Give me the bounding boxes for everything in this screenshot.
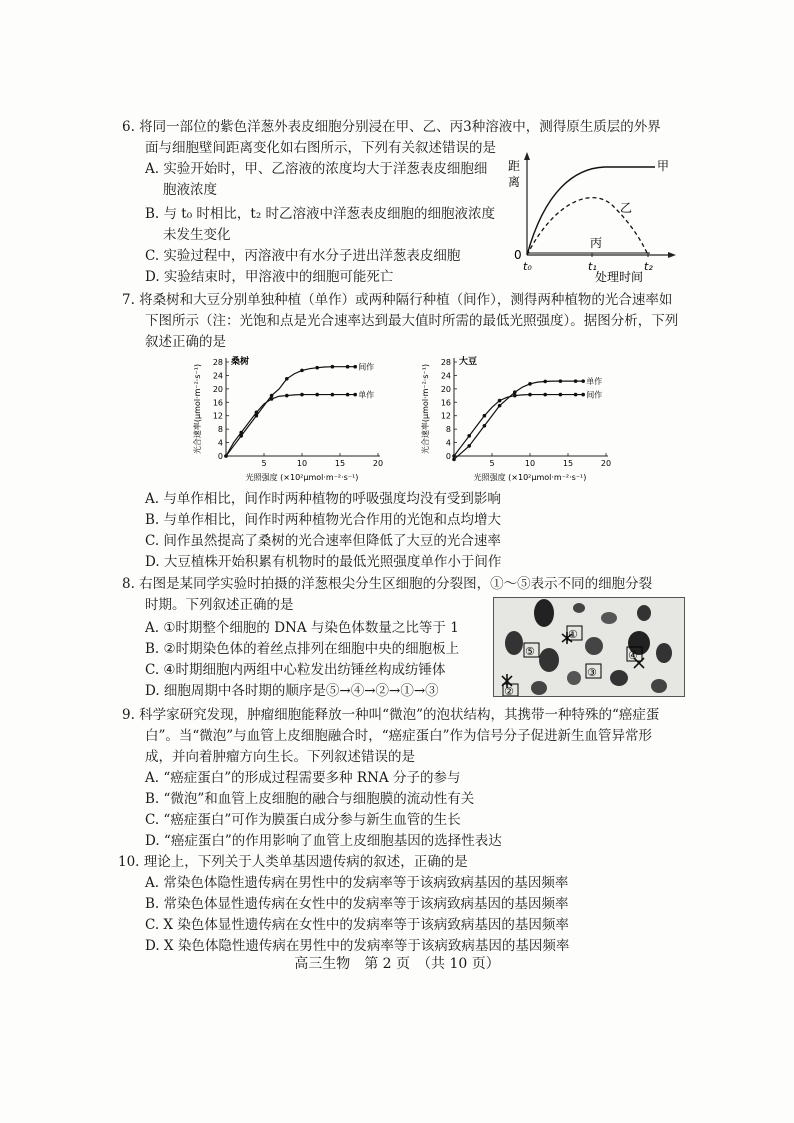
x-tick-label: 10 [296, 459, 308, 468]
q7-option-b: B. 与单作相比，间作时两种植物光合作用的光饱和点均增大 [145, 512, 502, 528]
y-tick-label: 28 [440, 358, 451, 367]
q6-option-d: D. 实验结束时，甲溶液中的细胞可能死亡 [145, 269, 394, 285]
x-tick-label: 5 [489, 459, 495, 468]
q9-stem-line1: 9. 科学家研究发现，肿瘤细胞能释放一种叫“微泡”的泡状结构，其携带一种特殊的“癌症蛋 [122, 707, 660, 723]
chart-ylabel: 光合速率(μmol·m⁻²·s⁻¹) [421, 363, 430, 455]
chart-xlabel: 光照强度 (×10²μmol·m⁻²·s⁻¹) [473, 473, 587, 482]
q6-stem-line1: 6. 将同一部位的紫色洋葱外表皮细胞分别浸在甲、乙、丙3种溶液中，测得原生质层的外界 [122, 119, 661, 135]
y-tick-label: 0 [217, 452, 223, 461]
y-tick-label: 8 [217, 425, 223, 435]
y-tick-label: 24 [212, 371, 223, 381]
y-tick-label: 28 [212, 358, 223, 367]
q10-option-b: B. 常染色体显性遗传病在女性中的发病率等于该病致病基因的基因频率 [145, 896, 569, 912]
q7-stem-line1: 7. 将桑树和大豆分别单独种植（单作）或两种隔行种植（间作），测得两种植物的光合速率如 [122, 292, 673, 308]
series-line-1 [226, 395, 355, 456]
cell-nucleus [601, 612, 617, 624]
x-tick-label: 20 [372, 459, 384, 468]
series-point [467, 434, 471, 438]
q7-chart-soybean [418, 350, 628, 485]
series-point [559, 393, 563, 397]
series-point [513, 390, 517, 394]
q9-option-c: C. “癌症蛋白”可作为膜蛋白成分参与新生血管的生长 [145, 812, 461, 828]
q7-option-a: A. 与单作相比，间作时两种植物的呼吸强度均没有受到影响 [145, 491, 501, 507]
series-point [255, 411, 259, 415]
q9-stem-line3: 成，并向着肿瘤方向生长。下列叙述错误的是 [145, 749, 415, 765]
chart-xlabel: 光照强度 (×10²μmol·m⁻²·s⁻¹) [245, 473, 359, 482]
series-point [452, 458, 456, 462]
q6-curve-jia-label: 甲 [657, 159, 670, 173]
q6-x-arrow [668, 252, 676, 258]
q8-stem-line2: 时期。下列叙述正确的是 [145, 597, 294, 613]
cell-nucleus [585, 637, 603, 655]
q6-t1: t₁ [588, 260, 597, 273]
q6-option-b-cont: 未发生变化 [163, 227, 231, 243]
series-label: 间作 [586, 390, 603, 400]
series-point [239, 431, 243, 435]
x-tick-label: 15 [334, 459, 346, 468]
cell-nucleus [651, 679, 667, 693]
page-footer: 高三生物 第 2 页 （共 10 页） [294, 956, 500, 972]
series-point [513, 394, 517, 398]
q8-microscope-photo [493, 597, 685, 697]
q6-ylabel-2: 离 [508, 175, 521, 189]
q10-stem: 10. 理论上，下列关于人类单基因遗传病的叙述，正确的是 [118, 854, 468, 870]
series-line-1 [454, 395, 583, 456]
y-tick-label: 4 [445, 438, 451, 448]
series-point [331, 365, 335, 369]
series-point [543, 380, 547, 384]
q8-option-b: B. ②时期染色体的着丝点排列在细胞中央的细胞板上 [145, 641, 460, 657]
q6-origin: 0 [514, 248, 522, 262]
photo-label-3: ③ [587, 666, 597, 679]
series-label: 单作 [586, 377, 603, 387]
y-tick-label: 12 [212, 411, 223, 421]
series-point [543, 393, 547, 397]
q6-ylabel-1: 距 [508, 159, 521, 173]
q10-option-c: C. X 染色体显性遗传病在女性中的发病率等于该病致病基因的基因频率 [145, 917, 569, 933]
cell-nucleus [567, 671, 581, 685]
series-point [483, 414, 487, 418]
chart-title: 大豆 [459, 357, 478, 367]
cell-nucleus [656, 643, 672, 663]
y-tick-label: 16 [212, 398, 223, 408]
series-point [331, 393, 335, 397]
q7-option-d: D. 大豆植株开始积累有机物时的最低光照强度单作小于间作 [145, 554, 502, 570]
q6-curve-yi-label: 乙 [620, 201, 633, 215]
q10-option-a: A. 常染色体隐性遗传病在男性中的发病率等于该病致病基因的基因频率 [145, 875, 569, 891]
photo-label-5: ⑤ [525, 645, 535, 658]
q7-stem-line3: 叙述正确的是 [145, 334, 226, 350]
cell-nucleus [610, 670, 628, 686]
series-point [353, 393, 357, 397]
q6-t2: t₂ [644, 260, 653, 273]
q6-option-a: A. 实验开始时，甲、乙溶液的浓度均大于洋葱表皮细胞细 [145, 161, 488, 177]
q8-option-a: A. ①时期整个细胞的 DNA 与染色体数量之比等于 1 [145, 620, 459, 636]
series-point [467, 444, 471, 448]
x-tick-label: 10 [524, 459, 536, 468]
q6-option-b: B. 与 t₀ 时相比，t₂ 时乙溶液中洋葱表皮细胞的细胞液浓度 [145, 206, 496, 222]
series-line-0 [226, 367, 355, 456]
cell-nucleus [539, 648, 559, 672]
y-tick-label: 20 [440, 384, 451, 394]
q6-distance-graph [500, 150, 680, 285]
series-point [224, 454, 228, 458]
q6-option-a-cont: 胞液浓度 [163, 182, 217, 198]
y-tick-label: 8 [445, 425, 451, 435]
x-tick-label: 15 [562, 459, 574, 468]
series-point [270, 394, 274, 398]
q9-option-a: A. “癌症蛋白”的形成过程需要多种 RNA 分子的参与 [145, 770, 461, 786]
series-point [581, 393, 585, 397]
series-point [285, 394, 289, 398]
series-label: 单作 [358, 390, 375, 400]
series-point [498, 404, 502, 408]
q8-option-d: D. 细胞周期中各时期的顺序是⑤→④→②→①→③ [145, 683, 439, 699]
q6-xlabel: 处理时间 [595, 270, 644, 284]
series-point [270, 397, 274, 401]
q6-y-arrow [524, 152, 530, 160]
y-tick-label: 20 [212, 384, 223, 394]
chart-ylabel: 光合速率(μmol·m⁻²·s⁻¹) [193, 363, 202, 455]
y-tick-label: 24 [440, 371, 451, 381]
series-point [574, 379, 578, 383]
q8-stem-line1: 8. 右图是某同学实验时拍摄的洋葱根尖分生区细胞的分裂图，①～⑤表示不同的细胞分裂 [122, 576, 653, 592]
cell-nucleus [505, 631, 523, 655]
y-tick-label: 16 [440, 398, 451, 408]
series-point [315, 393, 319, 397]
y-tick-label: 12 [440, 411, 451, 421]
series-point [498, 399, 502, 403]
q9-option-d: D. “癌症蛋白”的作用影响了血管上皮细胞基因的选择性表达 [145, 833, 502, 849]
series-point [581, 379, 585, 383]
cell-nucleus [531, 681, 547, 695]
series-point [346, 365, 350, 369]
series-point [483, 424, 487, 428]
photo-label-1: ① [568, 628, 578, 641]
series-point [574, 393, 578, 397]
cell-nucleus [534, 599, 554, 627]
photo-label-2: ② [504, 685, 514, 696]
chart-title: 桑树 [231, 357, 250, 367]
q7-stem-line2: 下图所示（注：光饱和点是光合速率达到最大值时所需的最低光照强度）。据图分析，下列 [145, 313, 679, 329]
q6-stem-line2: 面与细胞壁间距离变化如右图所示，下列有关叙述错误的是 [145, 140, 496, 156]
y-tick-label: 4 [217, 438, 223, 448]
series-point [528, 382, 532, 386]
series-point [528, 393, 532, 397]
series-point [346, 393, 350, 397]
series-label: 间作 [358, 362, 375, 372]
q6-option-c: C. 实验过程中，丙溶液中有水分子进出洋葱表皮细胞 [145, 248, 461, 264]
series-point [353, 365, 357, 369]
photo-label-4: ④ [628, 649, 638, 662]
cell-nucleus [637, 605, 651, 621]
x-tick-label: 20 [600, 459, 612, 468]
cell-nucleus [573, 603, 585, 613]
series-point [285, 377, 289, 381]
series-point [452, 454, 456, 458]
y-tick-label: 0 [445, 452, 451, 461]
q9-stem-line2: 白”。当“微泡”与血管上皮细胞融合时，“癌症蛋白”作为信号分子促进新生血管异常形 [145, 728, 653, 744]
series-point [300, 393, 304, 397]
q6-curve-bing-label: 丙 [590, 236, 603, 250]
q6-t0: t₀ [523, 260, 532, 273]
q7-option-c: C. 间作虽然提高了桑树的光合速率但降低了大豆的光合速率 [145, 533, 501, 549]
q9-option-b: B. “微泡”和血管上皮细胞的融合与细胞膜的流动性有关 [145, 791, 475, 807]
series-point [315, 366, 319, 370]
q10-option-d: D. X 染色体隐性遗传病在男性中的发病率等于该病致病基因的基因频率 [145, 938, 570, 954]
series-line-0 [454, 381, 583, 459]
series-point [559, 379, 563, 383]
q8-option-c: C. ④时期细胞内两组中心粒发出纺锤丝构成纺锤体 [145, 662, 446, 678]
series-point [300, 369, 304, 373]
x-tick-label: 5 [261, 459, 267, 468]
q7-chart-mulberry [190, 350, 400, 485]
